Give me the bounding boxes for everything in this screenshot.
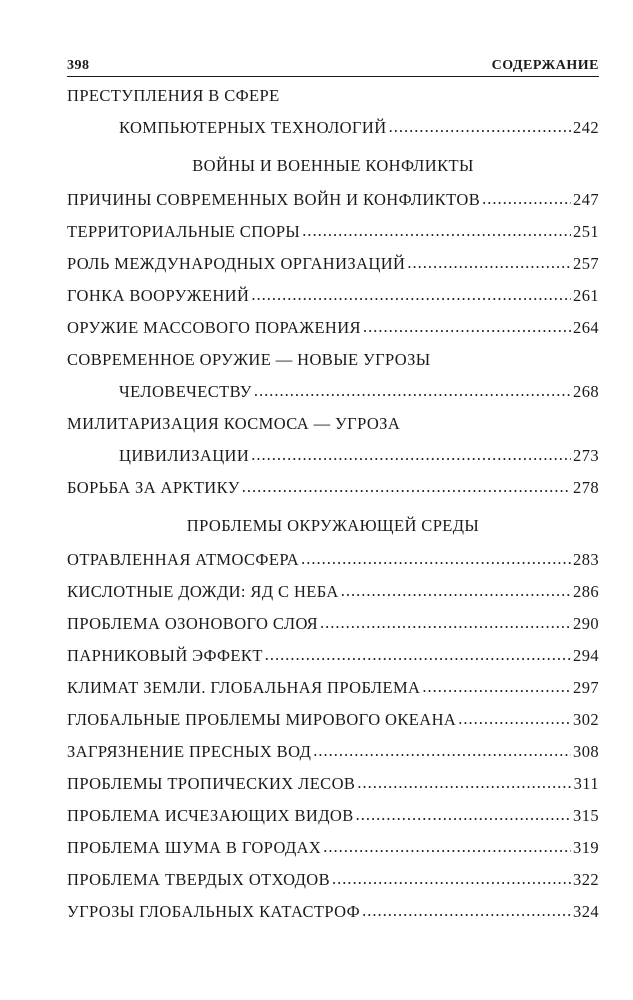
dot-leader <box>302 215 571 247</box>
toc-entry <box>67 544 599 576</box>
toc-entry-page: 311 <box>573 774 599 793</box>
table-of-contents <box>67 80 599 928</box>
toc-entry-page: 297 <box>573 678 599 697</box>
toc-entry-page: 278 <box>573 478 599 497</box>
toc-entry-row <box>67 800 599 832</box>
toc-entry <box>67 800 599 832</box>
toc-entry-title: ПРОБЛЕМА ИСЧЕЗАЮЩИХ ВИДОВ <box>67 806 354 825</box>
toc-entry-page: 319 <box>573 838 599 857</box>
dot-leader <box>422 671 571 703</box>
toc-entry-row <box>67 608 599 640</box>
toc-entry-title: ПРОБЛЕМА ШУМА В ГОРОДАХ <box>67 838 322 857</box>
toc-entry-title: ПРОБЛЕМЫ ТРОПИЧЕСКИХ ЛЕСОВ <box>67 774 356 793</box>
header-rule <box>67 76 599 77</box>
dot-leader <box>323 831 571 863</box>
toc-entry-title: ГОНКА ВООРУЖЕНИЙ <box>67 286 250 305</box>
toc-entry-title-line: ПРЕСТУПЛЕНИЯ В СФЕРЕ <box>67 86 280 105</box>
dot-leader <box>301 543 571 575</box>
toc-entry <box>67 344 599 408</box>
toc-entry-title-line: МИЛИТАРИЗАЦИЯ КОСМОСА — УГРОЗА <box>67 414 401 433</box>
toc-entry-page: 268 <box>573 382 599 401</box>
dot-leader <box>332 863 571 895</box>
toc-entry-page: 257 <box>573 254 599 273</box>
toc-section-title: ВОЙНЫ И ВОЕННЫЕ КОНФЛИКТЫ <box>192 156 474 175</box>
toc-entry-title: ЦИВИЛИЗАЦИИ <box>119 446 250 465</box>
dot-leader <box>356 799 571 831</box>
toc-entry-title: ПРИЧИНЫ СОВРЕМЕННЫХ ВОЙН И КОНФЛИКТОВ <box>67 190 481 209</box>
toc-entry <box>67 472 599 504</box>
toc-entry-title: ПРОБЛЕМА ТВЕРДЫХ ОТХОДОВ <box>67 870 330 889</box>
toc-entry-title-line: СОВРЕМЕННОЕ ОРУЖИЕ — НОВЫЕ УГРОЗЫ <box>67 350 431 369</box>
dot-leader <box>251 279 571 311</box>
toc-entry-row <box>67 704 599 736</box>
toc-entry <box>67 576 599 608</box>
toc-entry-title: ГЛОБАЛЬНЫЕ ПРОБЛЕМЫ МИРОВОГО ОКЕАНА <box>67 710 457 729</box>
toc-entry-row <box>67 864 599 896</box>
toc-entry-page: 315 <box>573 806 599 825</box>
toc-entry-page: 264 <box>573 318 599 337</box>
dot-leader <box>389 111 571 143</box>
dot-leader <box>357 767 571 799</box>
toc-entry-title: КОМПЬЮТЕРНЫХ ТЕХНОЛОГИЙ <box>119 118 387 137</box>
toc-entry <box>67 672 599 704</box>
toc-entry <box>67 248 599 280</box>
dot-leader <box>242 471 571 503</box>
toc-entry-row <box>67 112 599 144</box>
dot-leader <box>362 895 571 927</box>
dot-leader <box>251 439 571 471</box>
toc-entry-row <box>67 736 599 768</box>
toc-entry-page: 283 <box>573 550 599 569</box>
toc-entry <box>67 896 599 928</box>
toc-entry-row <box>67 280 599 312</box>
toc-entry-row <box>67 216 599 248</box>
toc-entry-title: КИСЛОТНЫЕ ДОЖДИ: ЯД С НЕБА <box>67 582 339 601</box>
toc-entry-row <box>67 248 599 280</box>
page-header <box>67 48 599 74</box>
toc-entry-title: ОРУЖИЕ МАССОВОГО ПОРАЖЕНИЯ <box>67 318 361 337</box>
toc-entry-row <box>67 896 599 928</box>
toc-entry <box>67 80 599 144</box>
toc-entry <box>67 864 599 896</box>
toc-entry-row <box>67 184 599 216</box>
toc-entry <box>67 736 599 768</box>
toc-entry-row <box>67 440 599 472</box>
toc-entry <box>67 768 599 800</box>
toc-entry-row <box>67 472 599 504</box>
toc-entry <box>67 216 599 248</box>
toc-entry-row <box>67 312 599 344</box>
toc-entry <box>67 184 599 216</box>
toc-entry-page: 302 <box>573 710 599 729</box>
toc-entry-row <box>67 376 599 408</box>
toc-entry-page: 308 <box>573 742 599 761</box>
toc-entry <box>67 312 599 344</box>
dot-leader <box>363 311 571 343</box>
toc-entry-row <box>67 544 599 576</box>
page-number: 398 <box>67 58 90 73</box>
toc-entry-row <box>67 576 599 608</box>
toc-entry-page: 242 <box>573 118 599 137</box>
toc-entry-title: РОЛЬ МЕЖДУНАРОДНЫХ ОРГАНИЗАЦИЙ <box>67 254 406 273</box>
toc-entry-page: 251 <box>573 222 599 241</box>
toc-entry-title: КЛИМАТ ЗЕМЛИ. ГЛОБАЛЬНАЯ ПРОБЛЕМА <box>67 678 421 697</box>
toc-entry <box>67 280 599 312</box>
dot-leader <box>458 703 571 735</box>
dot-leader <box>254 375 571 407</box>
toc-entry <box>67 704 599 736</box>
toc-entry-row <box>67 768 599 800</box>
dot-leader <box>265 639 571 671</box>
toc-entry <box>67 408 599 472</box>
running-title: СОДЕРЖАНИЕ <box>491 58 599 73</box>
toc-entry-title: ТЕРРИТОРИАЛЬНЫЕ СПОРЫ <box>67 222 301 241</box>
toc-entry-page: 247 <box>573 190 599 209</box>
dot-leader <box>407 247 571 279</box>
toc-entry-page: 286 <box>573 582 599 601</box>
toc-entry-title: ПРОБЛЕМА ОЗОНОВОГО СЛОЯ <box>67 614 318 633</box>
toc-entry <box>67 640 599 672</box>
toc-entry-title: ОТРАВЛЕННАЯ АТМОСФЕРА <box>67 550 300 569</box>
toc-entry-page: 261 <box>573 286 599 305</box>
toc-entry-page: 273 <box>573 446 599 465</box>
toc-entry-page: 322 <box>573 870 599 889</box>
toc-entry-title: ЧЕЛОВЕЧЕСТВУ <box>119 382 252 401</box>
toc-section-title: ПРОБЛЕМЫ ОКРУЖАЮЩЕЙ СРЕДЫ <box>186 516 480 535</box>
dot-leader <box>313 735 571 767</box>
toc-entry-page: 290 <box>573 614 599 633</box>
dot-leader <box>482 183 571 215</box>
toc-entry-title: ПАРНИКОВЫЙ ЭФФЕКТ <box>67 646 263 665</box>
dot-leader <box>341 575 571 607</box>
dot-leader <box>320 607 571 639</box>
toc-entry-page: 294 <box>573 646 599 665</box>
toc-entry-title: БОРЬБА ЗА АРКТИКУ <box>67 478 240 497</box>
toc-entry-title: УГРОЗЫ ГЛОБАЛЬНЫХ КАТАСТРОФ <box>67 902 361 921</box>
toc-entry-row <box>67 672 599 704</box>
toc-entry-page: 324 <box>573 902 599 921</box>
toc-entry <box>67 832 599 864</box>
toc-entry-title: ЗАГРЯЗНЕНИЕ ПРЕСНЫХ ВОД <box>67 742 312 761</box>
toc-entry-row <box>67 640 599 672</box>
toc-entry-row <box>67 832 599 864</box>
toc-entry <box>67 608 599 640</box>
